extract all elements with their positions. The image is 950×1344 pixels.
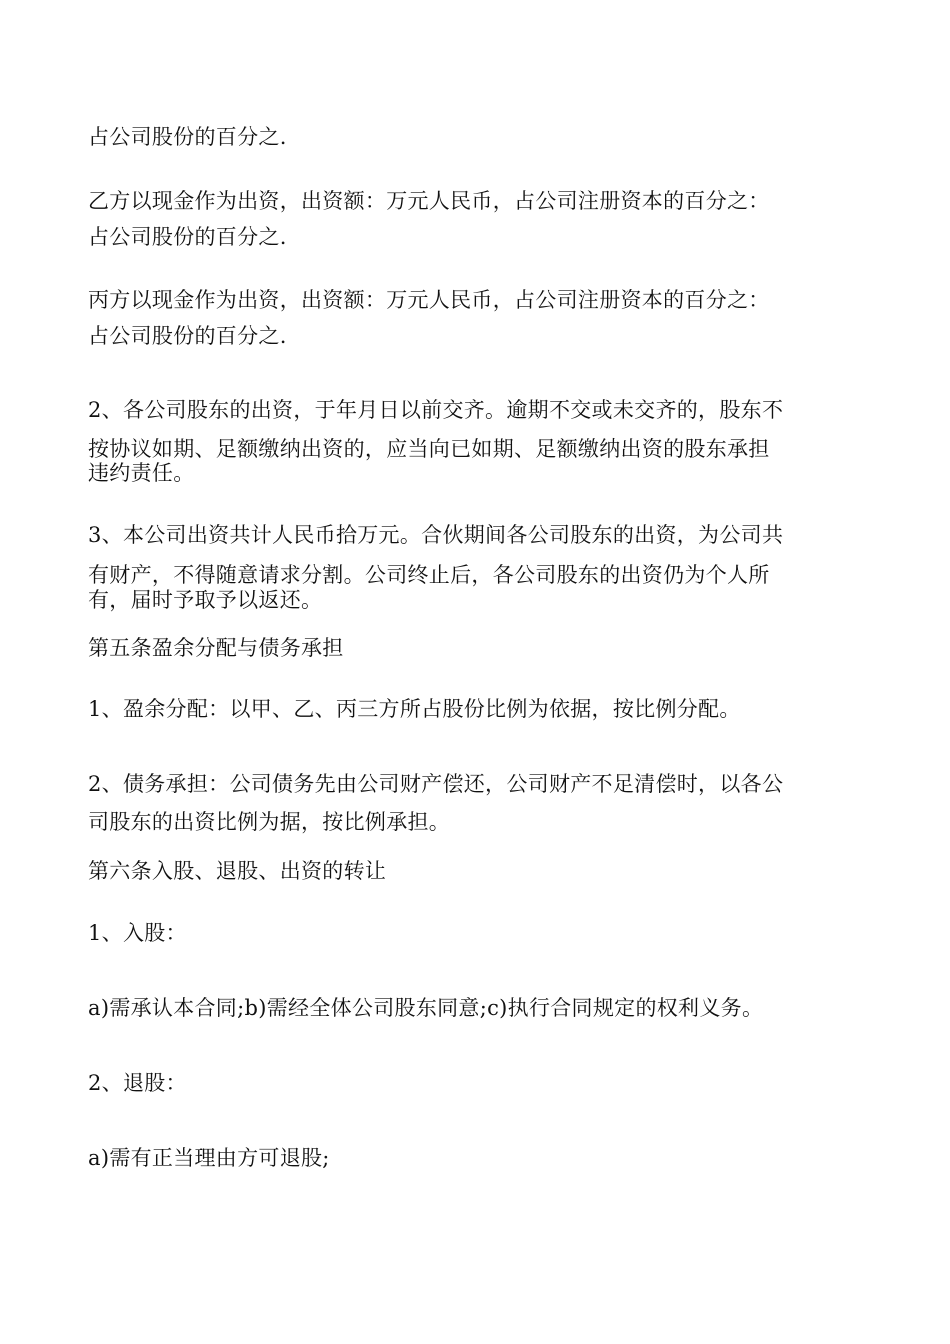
text-line: 有财产，不得随意请求分割。公司终止后，各公司股东的出资仍为个人所 bbox=[88, 563, 770, 587]
text-line: 2、各公司股东的出资，于年月日以前交齐。逾期不交或未交齐的，股东不 bbox=[88, 398, 784, 422]
text-line: 丙方以现金作为出资，出资额：万元人民币，占公司注册资本的百分之： bbox=[88, 288, 770, 312]
text-line: 3、本公司出资共计人民币拾万元。合伙期间各公司股东的出资，为公司共 bbox=[88, 523, 784, 547]
text-line: 有，届时予取予以返还。 bbox=[88, 588, 323, 612]
text-line: 违约责任。 bbox=[88, 461, 195, 485]
text-line: 占公司股份的百分之. bbox=[88, 225, 287, 249]
text-line: a)需承认本合同;b)需经全体公司股东同意;c)执行合同规定的权利义务。 bbox=[88, 996, 764, 1020]
text-line: 按协议如期、足额缴纳出资的，应当向已如期、足额缴纳出资的股东承担 bbox=[88, 437, 770, 461]
text-line: 占公司股份的百分之. bbox=[88, 324, 287, 348]
text-line: 占公司股份的百分之. bbox=[88, 125, 287, 149]
text-line: 司股东的出资比例为据，按比例承担。 bbox=[88, 810, 451, 834]
text-line: 2、退股： bbox=[88, 1071, 187, 1095]
text-line: 乙方以现金作为出资，出资额：万元人民币，占公司注册资本的百分之： bbox=[88, 189, 770, 213]
section-heading: 第六条入股、退股、出资的转让 bbox=[88, 859, 387, 883]
text-line: 1、盈余分配：以甲、乙、丙三方所占股份比例为依据，按比例分配。 bbox=[88, 697, 741, 721]
text-line: 2、债务承担：公司债务先由公司财产偿还，公司财产不足清偿时，以各公 bbox=[88, 772, 784, 796]
text-line: 1、入股： bbox=[88, 921, 187, 945]
text-line: a)需有正当理由方可退股; bbox=[88, 1146, 330, 1170]
section-heading: 第五条盈余分配与债务承担 bbox=[88, 636, 344, 660]
